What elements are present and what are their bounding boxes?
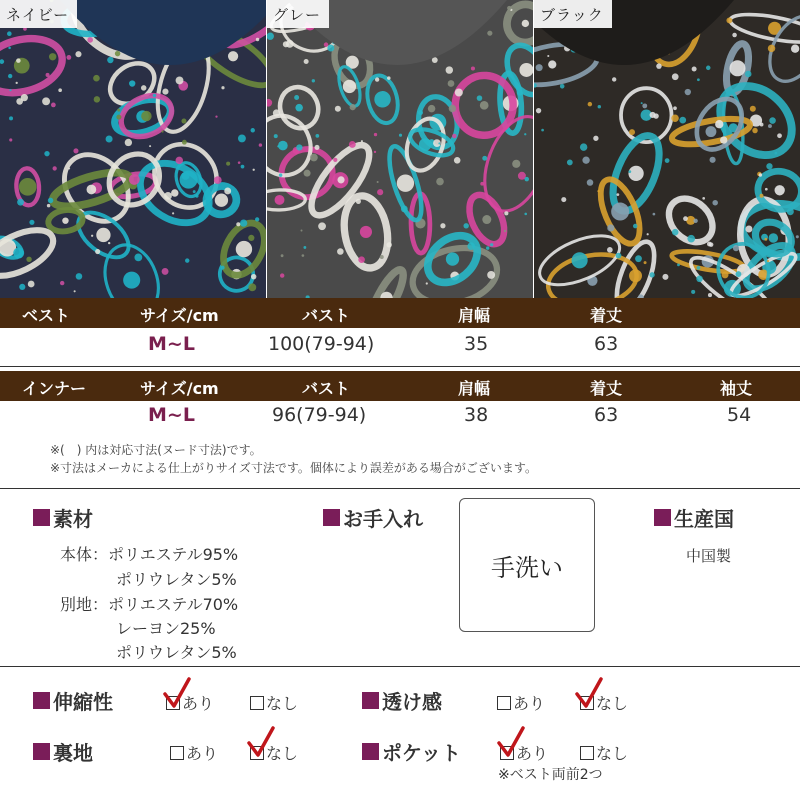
lining-option-yes-label: あり bbox=[186, 744, 219, 763]
origin-heading bbox=[654, 503, 734, 532]
inner-sleeve-value: 54 bbox=[727, 404, 752, 426]
swatch-navy bbox=[0, 0, 266, 298]
note-measurement: ※寸法はメーカによる仕上がりサイズ寸法です。個体により誤差がある場合がございます。 bbox=[50, 461, 537, 475]
inner-size-row bbox=[0, 400, 800, 436]
check-mark-icon bbox=[574, 676, 604, 710]
vest-size-row bbox=[0, 329, 800, 365]
care-heading-label: お手入れ bbox=[343, 507, 423, 531]
material-value-1: ポリエステル95% bbox=[108, 545, 239, 564]
stretch-heading-label: 伸縮性 bbox=[53, 690, 113, 714]
origin-value: 中国製 bbox=[686, 547, 732, 565]
material-label-main: 本体： bbox=[60, 545, 109, 564]
lining-heading-label: 裏地 bbox=[53, 741, 93, 765]
inner-header-bar bbox=[0, 371, 800, 401]
material-line-4 bbox=[116, 616, 216, 639]
pocket-heading-label: ポケット bbox=[382, 741, 461, 765]
stretch-option-no[interactable] bbox=[250, 691, 298, 714]
heading-square-icon bbox=[323, 509, 340, 526]
check-mark-icon bbox=[496, 725, 526, 759]
material-value-5: ポリウレタン5% bbox=[116, 643, 237, 662]
pocket-heading bbox=[362, 737, 461, 766]
pocket-option-yes-label: あり bbox=[516, 744, 549, 763]
paisley-pattern-black bbox=[534, 0, 800, 298]
material-line-3 bbox=[60, 592, 238, 615]
inner-sleeve-header: 袖丈 bbox=[720, 379, 753, 398]
vest-shoulder-value: 35 bbox=[464, 333, 489, 355]
swatch-gray bbox=[267, 0, 533, 298]
swatch-label-navy: ネイビー bbox=[0, 0, 77, 28]
inner-bust-value: 96(79-94) bbox=[272, 404, 367, 426]
heading-square-icon bbox=[33, 743, 50, 760]
checkbox-icon bbox=[580, 746, 594, 760]
care-instruction-value: 手洗い bbox=[491, 553, 563, 582]
material-value-4: レーヨン25% bbox=[116, 619, 216, 638]
checkbox-icon bbox=[170, 746, 184, 760]
pocket-note: ※ベスト両前2つ bbox=[498, 767, 603, 783]
material-line-1 bbox=[60, 542, 238, 565]
inner-shoulder-value: 38 bbox=[464, 404, 489, 426]
paisley-pattern-gray bbox=[267, 0, 533, 298]
inner-shoulder-header: 肩幅 bbox=[458, 379, 491, 398]
vest-bust-value: 100(79-94) bbox=[268, 333, 375, 355]
sheer-option-yes-label: あり bbox=[513, 694, 546, 713]
checkbox-icon bbox=[497, 696, 511, 710]
material-line-2 bbox=[116, 567, 237, 590]
check-mark-icon bbox=[246, 725, 276, 759]
inner-length-value: 63 bbox=[594, 404, 619, 426]
lining-option-no-label: なし bbox=[266, 744, 299, 763]
swatch-label-gray: グレー bbox=[267, 0, 329, 28]
check-mark-icon bbox=[162, 676, 192, 710]
vest-size-value: M~L bbox=[148, 333, 195, 355]
paisley-pattern-navy bbox=[0, 0, 266, 298]
heading-square-icon bbox=[362, 743, 379, 760]
vest-row-divider bbox=[0, 366, 800, 367]
swatch-label-black: ブラック bbox=[534, 0, 612, 28]
material-value-3: ポリエステル70% bbox=[108, 595, 239, 614]
vest-label: ベスト bbox=[22, 306, 71, 325]
inner-size-header: サイズ/cm bbox=[140, 379, 219, 398]
inner-label: インナー bbox=[22, 379, 87, 398]
vest-shoulder-header: 肩幅 bbox=[458, 306, 491, 325]
sheer-option-no-label: なし bbox=[596, 694, 629, 713]
material-value-2: ポリウレタン5% bbox=[116, 570, 237, 589]
material-heading bbox=[33, 503, 93, 532]
lining-heading bbox=[33, 737, 93, 766]
care-instruction-box bbox=[459, 498, 595, 632]
material-heading-label: 素材 bbox=[53, 507, 93, 531]
heading-square-icon bbox=[33, 509, 50, 526]
care-heading bbox=[323, 503, 423, 532]
size-section-divider bbox=[0, 488, 800, 489]
vest-header-bar bbox=[0, 298, 800, 328]
vest-bust-header: バスト bbox=[302, 306, 351, 325]
pocket-option-no-label: なし bbox=[596, 744, 629, 763]
heading-square-icon bbox=[33, 692, 50, 709]
note-nude-size: ※( ) 内は対応寸法(ヌード寸法)です。 bbox=[50, 443, 262, 457]
stretch-option-no-label: なし bbox=[266, 694, 299, 713]
lining-option-yes[interactable] bbox=[170, 741, 218, 764]
vest-size-header: サイズ/cm bbox=[140, 306, 219, 325]
sheer-heading bbox=[362, 686, 442, 715]
stretch-heading bbox=[33, 686, 113, 715]
inner-length-header: 着丈 bbox=[590, 379, 623, 398]
stretch-option-yes-label: あり bbox=[182, 694, 215, 713]
checkbox-icon bbox=[250, 696, 264, 710]
vest-length-value: 63 bbox=[594, 333, 619, 355]
heading-square-icon bbox=[362, 692, 379, 709]
swatch-black bbox=[534, 0, 800, 298]
vest-length-header: 着丈 bbox=[590, 306, 623, 325]
sheer-heading-label: 透け感 bbox=[382, 690, 442, 714]
attribute-section-divider bbox=[0, 666, 800, 667]
sheer-option-yes[interactable] bbox=[497, 691, 545, 714]
inner-size-value: M~L bbox=[148, 404, 195, 426]
inner-bust-header: バスト bbox=[302, 379, 351, 398]
heading-square-icon bbox=[654, 509, 671, 526]
origin-heading-label: 生産国 bbox=[674, 507, 734, 531]
pocket-option-no[interactable] bbox=[580, 741, 628, 764]
material-label-other: 別地： bbox=[60, 595, 109, 614]
material-line-5 bbox=[116, 640, 237, 663]
